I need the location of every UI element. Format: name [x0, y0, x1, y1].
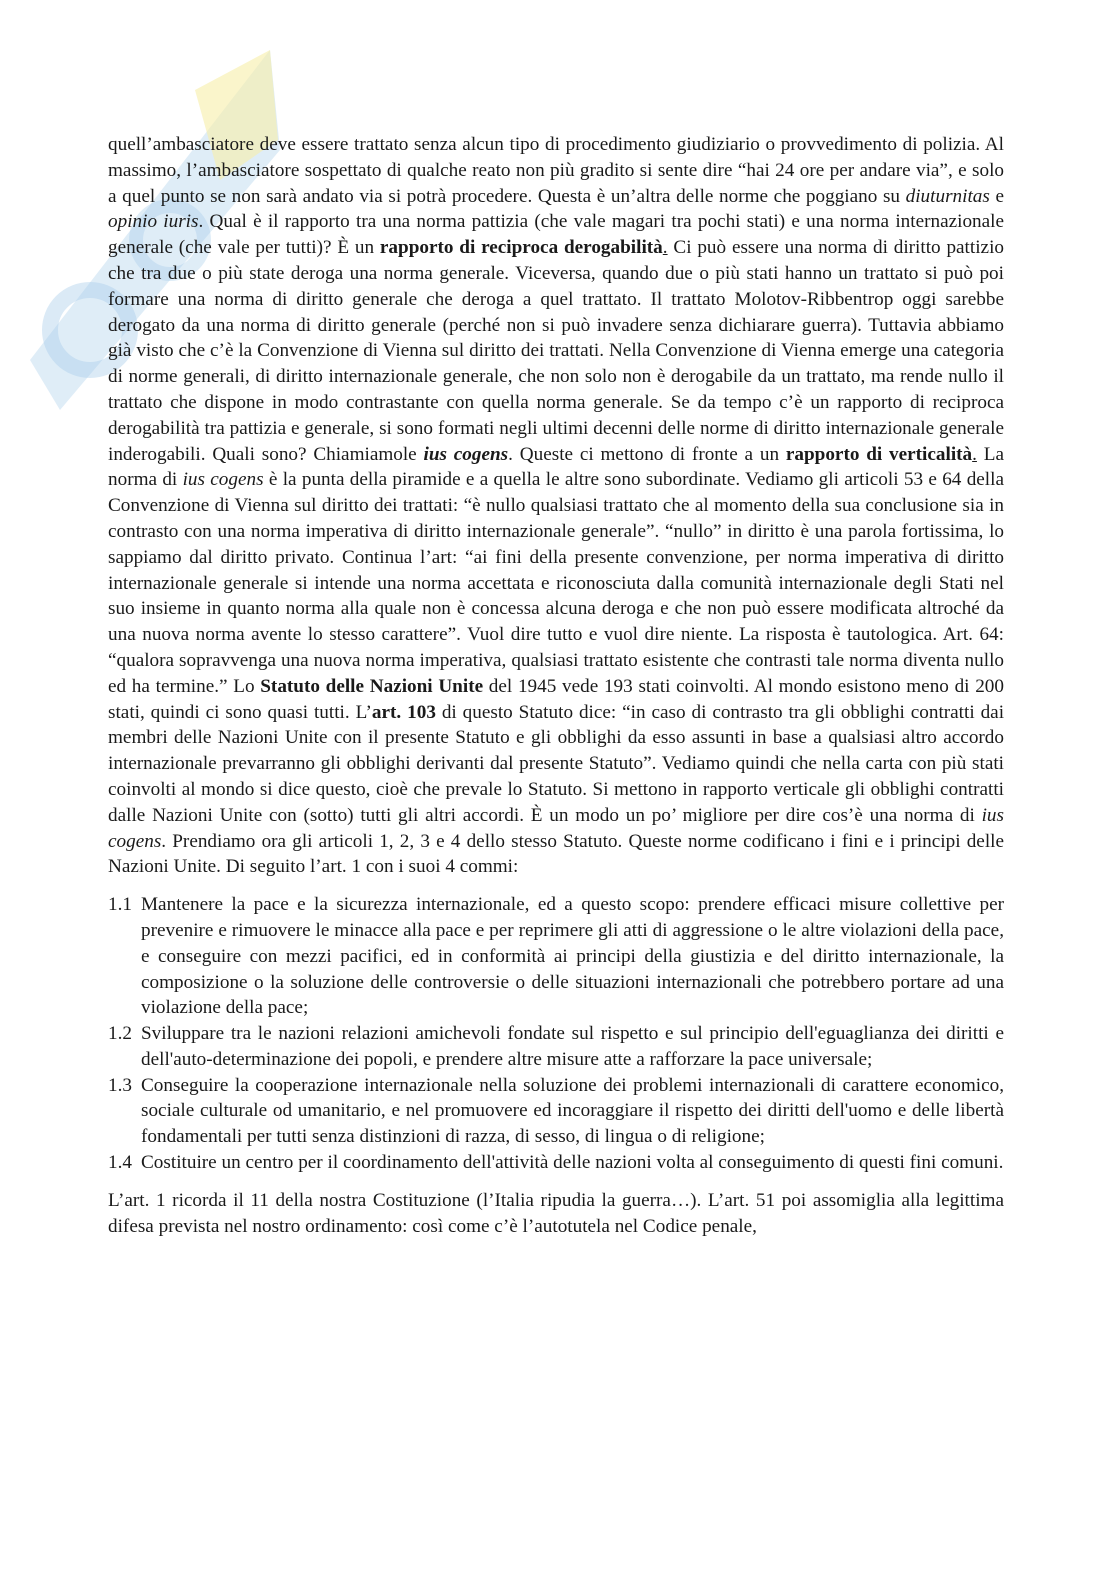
- italic-term: diuturnitas: [905, 185, 990, 207]
- article-1-list: [108, 892, 1004, 1176]
- text-run: del 1945 vede 193 stati coinvolti. Al mondo esistono meno di 200 stati, quindi ci sono quasi tutti. L’: [108, 675, 1004, 723]
- list-item-number: 1.3: [108, 1074, 132, 1096]
- text-run: . Qual è il rapporto tra una norma pattizia (che vale magari tra pochi stati) e una norma internazionale generale (che vale per tutti)? È un: [108, 211, 1004, 259]
- text-run: è la punta della piramide e a quella le altre sono subordinate. Vediamo gli articoli 53 e 64 della Convenzione di Vienna sul diritto dei trattati: “è nullo qualsiasi trattato che al momento della sua conclusione sia in contrasto con una norma imperativa di diritto internazionale generale”. “nullo” in diritto è una parola fortissima, lo sappiamo dal diritto privato. Continua l’art: “ai fini della presente convenzione, per norma imperativa di diritto internazionale generale si intende una norma accettata e riconosciuta dalla comunità internazionale degli Stati nel suo insieme in quanto norma alla quale non è concessa alcuna deroga e che non può essere modificata altroché da una nuova norma avente lo stesso carattere”. Vuol dire tutto e vuol dire niente. La risposta è tautologica. Art. 64: “qualora sopravvenga una nuova norma imperativa, qualsiasi trattato esistente che contrasti tale norma diventa nullo ed ha termine.” Lo: [108, 469, 1004, 697]
- bold-italic-term: ius cogens: [423, 443, 509, 465]
- bold-term: Statuto delle Nazioni Unite: [260, 675, 484, 697]
- list-item-text: Costituire un centro per il coordinamento dell'attività delle nazioni volta al conseguimento di questi fini comuni.: [141, 1152, 1004, 1174]
- list-item-text: Sviluppare tra le nazioni relazioni amichevoli fondate sul rispetto e sul principio dell'eguaglianza dei diritti e dell'auto-determinazione dei popoli, e prendere altre misure atte a rafforzare la pace universale;: [141, 1023, 1004, 1070]
- text-run: La norma di: [108, 443, 1004, 491]
- list-item: [108, 892, 1004, 1021]
- paragraph-closing: L’art. 1 ricorda il 11 della nostra Costituzione (l’Italia ripudia la guerra…). L’art. 51 poi assomiglia alla legittima difesa prevista nel nostro ordinamento: così come c’è l’autotutela nel Codice penale,: [108, 1189, 1004, 1237]
- text-run: di questo Statuto dice: “in caso di contrasto tra gli obblighi contratti dai membri delle Nazioni Unite con il presente Statuto e gli obblighi da esso assunti in base a qualsiasi altro accordo internazionale prevarranno gli obblighi derivanti dal presente Statuto”. Vediamo quindi che nella carta con più stati coinvolti al mondo si dice questo, cioè che prevale lo Statuto. Si mettono in rapporto verticale gli obblighi contratti dalle Nazioni Unite con (sotto) tutti gli altri accordi. È un modo un po’ migliore per dire cos’è una norma di: [108, 701, 1005, 826]
- list-item-text: Conseguire la cooperazione internazionale nella soluzione dei problemi internazionali di carattere economico, sociale culturale od umanitario, e nel promuovere ed incoraggiare il rispetto dei diritti dell'uomo e delle libertà fondamentali per tutti senza distinzioni di razza, di sesso, di lingua o di religione;: [141, 1074, 1004, 1148]
- bold-term: rapporto di reciproca derogabilità: [379, 237, 663, 259]
- italic-term: ius cogens: [182, 469, 264, 491]
- text-run: e: [989, 185, 1004, 207]
- list-item-number: 1.1: [108, 894, 132, 916]
- list-item: [108, 1150, 1004, 1176]
- italic-term: ius cogens: [108, 804, 1004, 852]
- bold-term: art. 103: [371, 701, 436, 723]
- list-item-number: 1.4: [108, 1152, 132, 1174]
- text-run: . Prendiamo ora gli articoli 1, 2, 3 e 4 dello stesso Statuto. Queste norme codificano i fini e i principi delle Nazioni Unite. Di seguito l’art. 1 con i suoi 4 commi:: [108, 830, 1004, 878]
- text-run: quell’ambasciatore deve essere trattato senza alcun tipo di procedimento giudiziario o provvedimento di polizia. Al massimo, l’ambasciatore sospettato di qualche reato non più gradito si sente dire “hai 24 ore per andare via”, e solo a quel punto se non sarà andato via si potrà procedere. Questa è un’altra delle norme che poggiano su: [108, 134, 1004, 207]
- document-body: [108, 132, 1004, 1239]
- list-item-number: 1.2: [108, 1023, 132, 1045]
- paragraph-main: quell’ambasciatore deve essere trattato senza alcun tipo di procedimento giudiziario o provvedimento di polizia. Al massimo, l’ambasciatore sospettato di qualche reato non più gradito si sente dire “hai 24 ore per andare via”, e solo a quel punto se non sarà andato via si potrà procedere. Questa è un’altra delle norme che poggiano su diuturnitas e opinio iuris. Qual è il rapporto tra una norma pattizia (che vale magari tra pochi stati) e una norma internazionale generale (che vale per tutti)? È un rapporto di reciproca derogabilità. Ci può essere una norma di diritto pattizio che tra due o più state deroga una norma generale. Viceversa, quando due o più stati hanno un trattato si può poi formare una norma di diritto generale che deroga a quel trattato. Il trattato Molotov-Ribbentrop oggi sarebbe derogato da una norma di diritto generale (perché non si può invadere senza dichiarare guerra). Tuttavia abbiamo già visto che c’è la Convenzione di Vienna sul diritto dei trattati. Nella Convenzione di Vienna emerge una categoria di norme generali, di diritto internazionale generale, che non solo non è derogabile da un trattato, ma rende nullo il trattato che dispone in modo contrastante con quella norma generale. Se da tempo c’è un rapporto di reciproca derogabilità tra pattizia e generale, si sono formati negli ultimi decenni delle norme di diritto internazionale generale inderogabili. Quali sono? Chiamiamole ius cogens. Queste ci mettono di fronte a un rapporto di verticalità. La norma di ius cogens è la punta della piramide e a quella le altre sono subordinate. Vediamo gli articoli 53 e 64 della Convenzione di Vienna sul diritto dei trattati: “è nullo qualsiasi trattato che al momento della sua conclusione sia in contrasto con una norma imperativa di diritto internazionale generale”. “nullo” in diritto è una parola fortissima, lo sappiamo dal diritto privato. Continua l’art: “ai fini della presente convenzione, per norma imperativa di diritto internazionale generale si intende una norma accettata e riconosciuta dalla comunità internazionale degli Stati nel suo insieme in quanto norma alla quale non è concessa alcuna deroga e che non può essere modificata altroché da una nuova norma avente lo stesso carattere”. Vuol dire tutto e vuol dire niente. La risposta è tautologica. Art. 64: “qualora sopravvenga una nuova norma imperativa, qualsiasi trattato esistente che contrasti tale norma diventa nullo ed ha termine.” Lo Statuto delle Nazioni Unite del 1945 vede 193 stati coinvolti. Al mondo esistono meno di 200 stati, quindi ci sono quasi tutti. L’art. 103 di questo Statuto dice: “in caso di contrasto tra gli obblighi contratti dai membri delle Nazioni Unite con il presente Statuto e gli obblighi da esso assunti in base a qualsiasi altro accordo internazionale prevarranno gli obblighi derivanti dal presente Statuto”. Vediamo quindi che nella carta con più stati coinvolti al mondo si dice questo, cioè che prevale lo Statuto. Si mettono in rapporto verticale gli obblighi contratti dalle Nazioni Unite con (sotto) tutti gli altri accordi. È un modo un po’ migliore per dire cos’è una norma di ius cogens. Prendiamo ora gli articoli 1, 2, 3 e 4 dello stesso Statuto. Queste norme codificano i fini e i principi delle Nazioni Unite. Di seguito l’art. 1 con i suoi 4 commi:: [108, 134, 1005, 878]
- list-item: [108, 1021, 1004, 1073]
- list-item-text: Mantenere la pace e la sicurezza internazionale, ed a questo scopo: prendere efficaci misure collettive per prevenire e rimuovere le minacce alla pace e per reprimere gli atti di aggressione o le altre violazioni della pace, e conseguire con mezzi pacifici, ed in conformità ai principi della giustizia e del diritto internazionale, la composizione o la soluzione delle controversie o delle situazioni internazionali che potrebbero portare ad una violazione della pace;: [141, 894, 1004, 1019]
- bold-term: rapporto di verticalità: [785, 443, 973, 465]
- text-run: . Queste ci mettono di fronte a un: [508, 443, 786, 465]
- text-run: Ci può essere una norma di diritto pattizio che tra due o più state deroga una norma generale. Viceversa, quando due o più stati hanno un trattato si può poi formare una norma di diritto generale che deroga a quel trattato. Il trattato Molotov-Ribbentrop oggi sarebbe derogato da una norma di diritto generale (perché non si può invadere senza dichiarare guerra). Tuttavia abbiamo già visto che c’è la Convenzione di Vienna sul diritto dei trattati. Nella Convenzione di Vienna emerge una categoria di norme generali, di diritto internazionale generale, che non solo non è derogabile da un trattato, ma rende nullo il trattato che dispone in modo contrastante con quella norma generale. Se da tempo c’è un rapporto di reciproca derogabilità tra pattizia e generale, si sono formati negli ultimi decenni delle norme di diritto internazionale generale inderogabili. Quali sono? Chiamiamole: [108, 237, 1004, 465]
- italic-term: opinio iuris: [108, 211, 199, 233]
- list-item: [108, 1073, 1004, 1150]
